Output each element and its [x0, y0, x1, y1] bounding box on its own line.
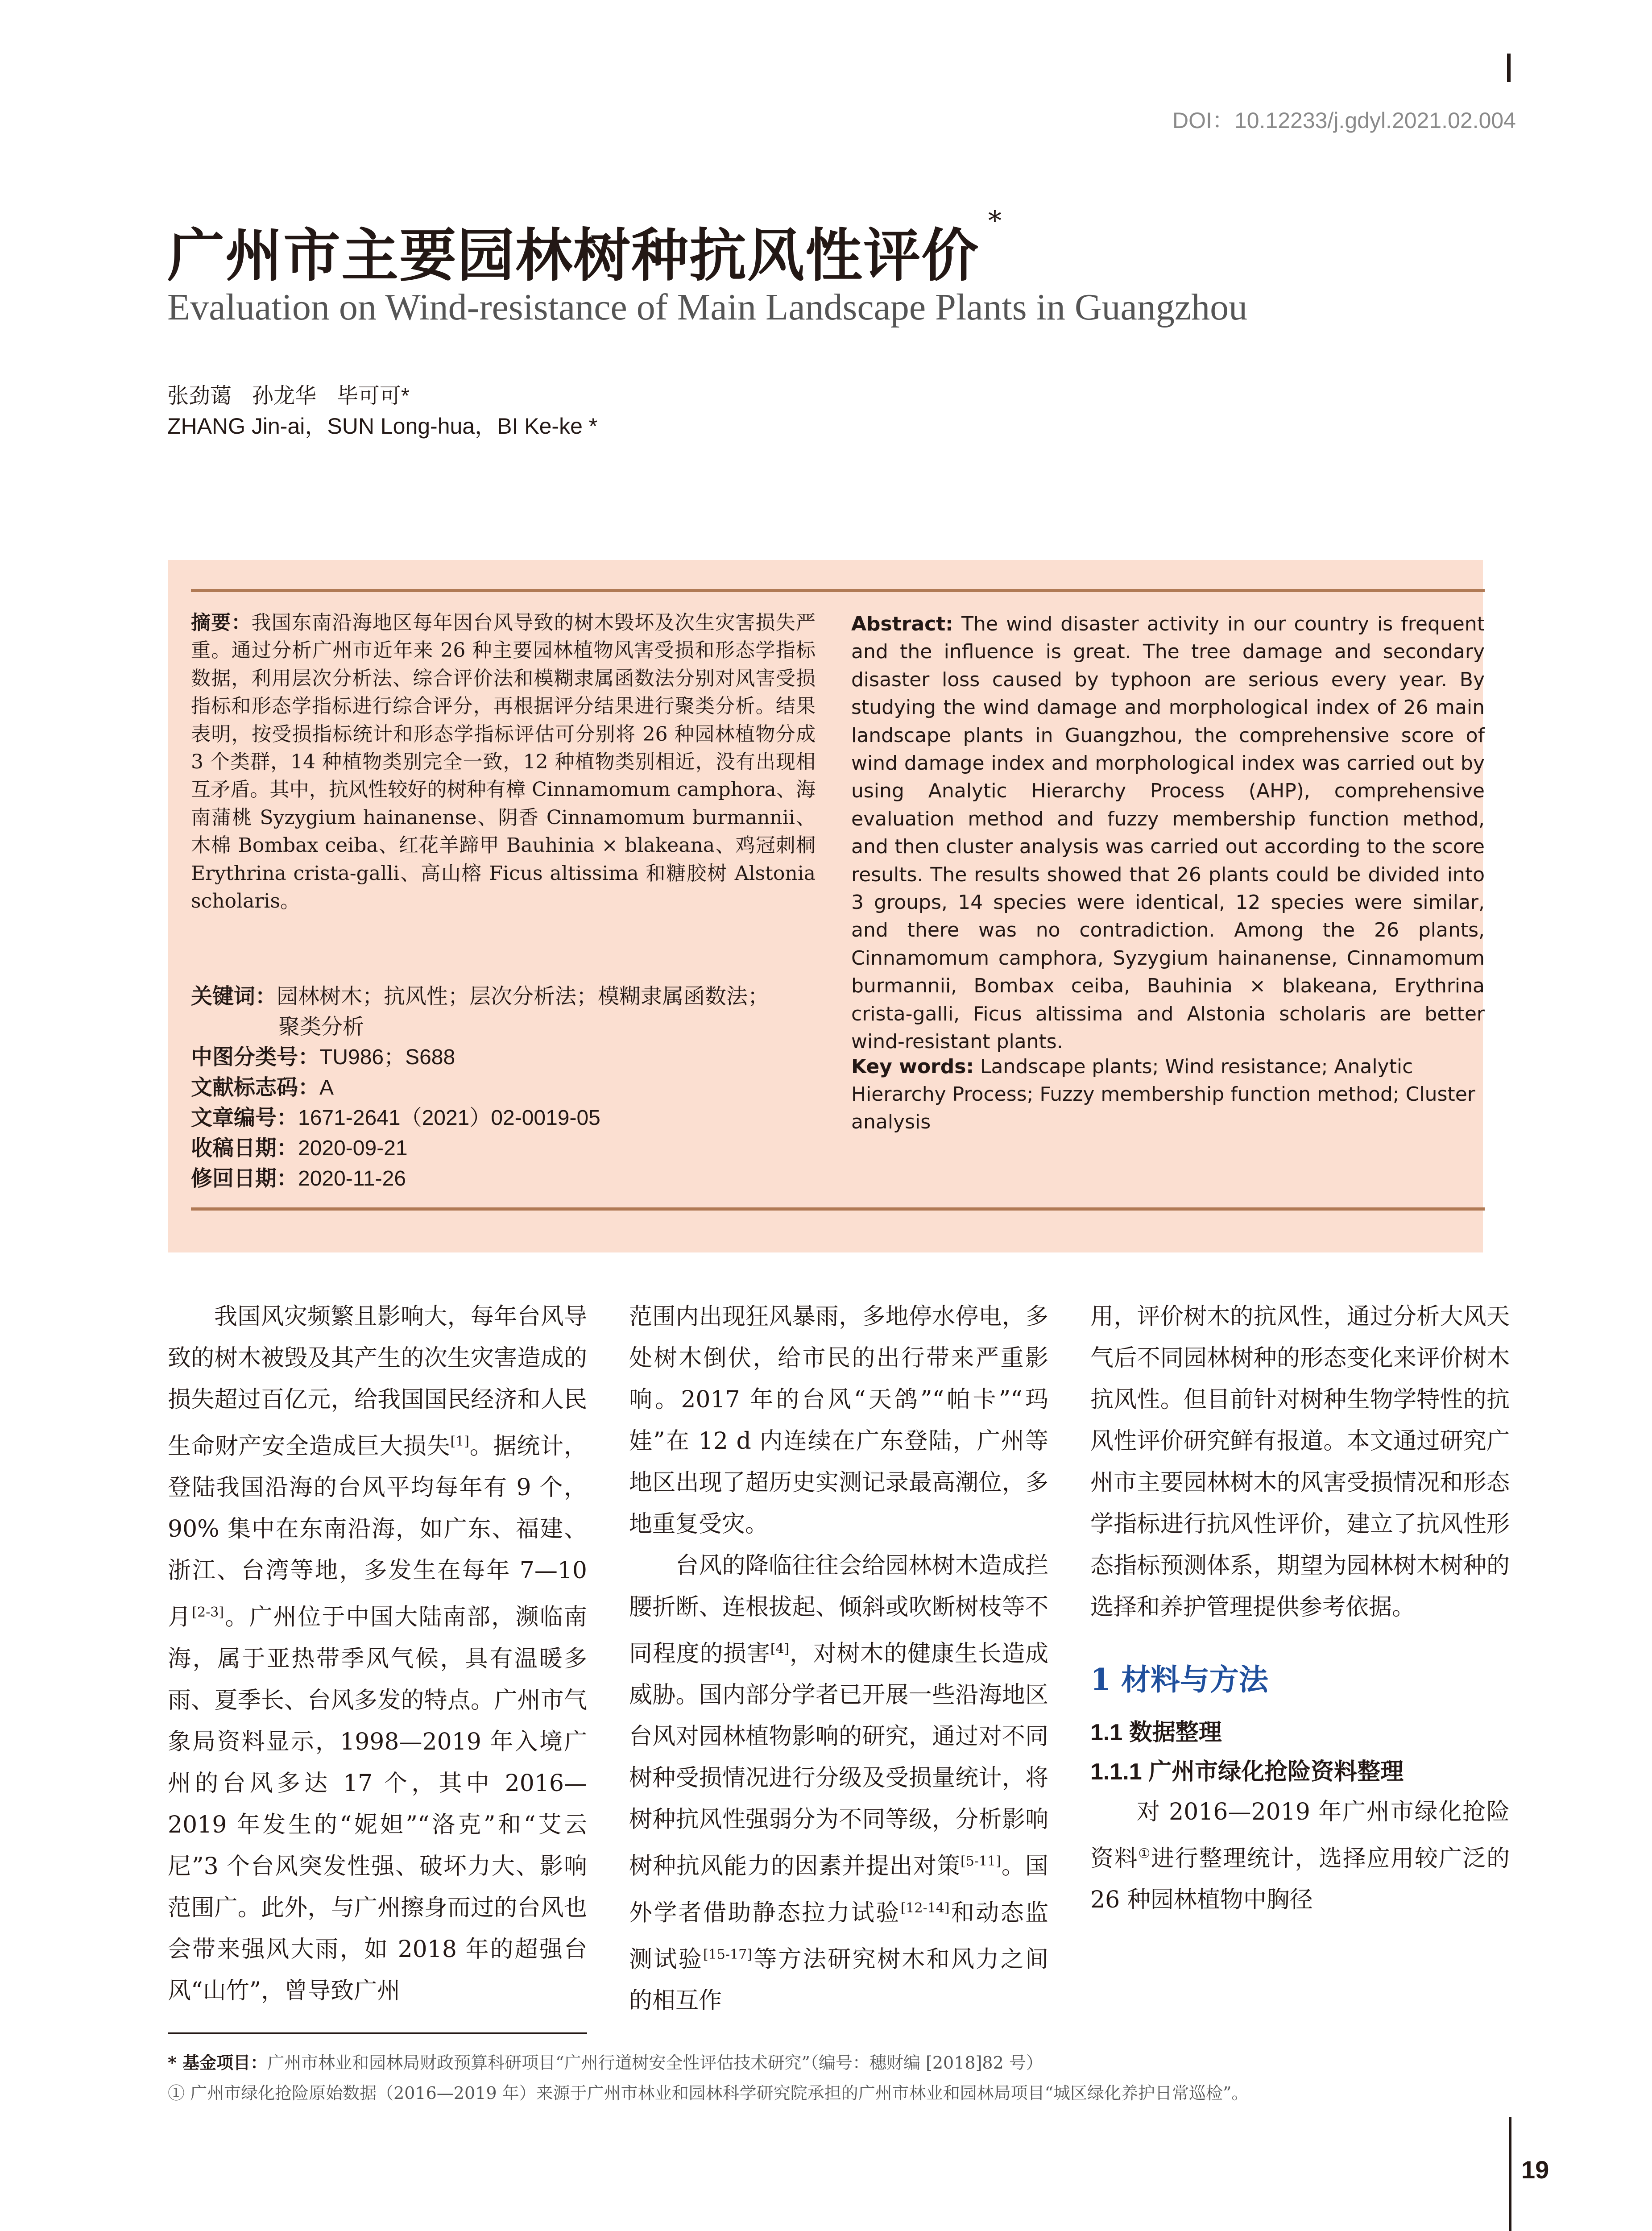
- revised-row: [191, 1164, 824, 1194]
- article-no-value: 1671-2641（2021）02-0019-05: [298, 1106, 600, 1130]
- citation: [5-11]: [961, 1854, 1001, 1870]
- clc-value: TU986；S688: [319, 1045, 455, 1069]
- citation: [1]: [450, 1434, 470, 1449]
- text-span: ，对树木的健康生长造成威胁。国内部分学者已开展一些沿海地区台风对园林植物影响的研究，通过对不同树种受损情况进行分级及受损量统计，将树种抗风性强弱分为不同等级，分析影响树种抗风能力的因素并提出对策: [629, 1640, 1048, 1880]
- author-1: 张劲蔼: [167, 384, 232, 408]
- authors-en: ZHANG Jin-ai，SUN Long-hua，BI Ke-ke *: [167, 414, 598, 439]
- keywords-en-label: Key words:: [851, 1055, 974, 1078]
- paragraph: [168, 1296, 587, 2012]
- received-row: [191, 1133, 824, 1164]
- text-span: 台风的降临往往会给园林树木造成拦腰折断、连根拔起、倾斜或吹断树枝等不同程度的损害: [629, 1552, 1048, 1667]
- abstract-en-text: The wind disaster activity in our country is frequent and the influence is great. The tree damage and secondary disaster loss caused by typhoon are serious every year. By studying the wind damage and morphological index of 26 main landscape plants in Guangzhou, the comprehensive score of wind damage index and morphological index was carried out by using Analytic Hierarchy Process (AHP), comprehensive evaluation method and fuzzy membership function method, and then cluster analysis was carried out according to the score results. The results showed that 26 plants could be divided into 3 groups, 14 species were identical, 12 species were similar, and there was no contradiction. Among the 26 plants, Cinnamomum camphora, Syzygium hainanense, Cinnamomum burmannii, Bombax ceiba, Bauhinia × blakeana, Erythrina crista-galli, Ficus altissima and Alstonia scholaris are better wind-resistant plants.: [851, 613, 1485, 1053]
- body-column-3: [1090, 1296, 1510, 1921]
- text-span: 。国外学者借助静态拉力试验: [629, 1853, 1048, 1926]
- paragraph: 用，评价树木的抗风性，通过分析大风天气后不同园林树种的形态变化来评价树木抗风性。但目前针对树种生物学特性的抗风性评价研究鲜有报道。本文通过研究广州市主要园林树木的风害受损情况和形态学指标进行抗风性评价，建立了抗风性形态指标预测体系，期望为园林树木树种的选择和养护管理提供参考依据。: [1090, 1303, 1510, 1621]
- header-rule: [1507, 54, 1511, 82]
- doc-code-value: A: [319, 1076, 334, 1099]
- keywords-row: [191, 982, 824, 1012]
- footnote-rule: [168, 2032, 587, 2034]
- text-span: 和动态监测试验: [629, 1899, 1048, 1973]
- page-number: 19: [1521, 2156, 1549, 2184]
- abstract-bottom-rule: [191, 1207, 1485, 1211]
- abstract-en-label: Abstract:: [851, 613, 953, 635]
- paragraph: 范围内出现狂风暴雨，多地停水停电，多处树木倒伏，给市民的出行带来严重影响。2017 年的台风“天鸽”“帕卡”“玛娃”在 12 d 内连续在广东登陆，广州等地区出现了超历史实测记录最高潮位，多地重复受灾。: [629, 1303, 1048, 1538]
- footnote-1: [168, 2049, 1043, 2073]
- citation: [12-14]: [900, 1900, 950, 1916]
- abstract-en: [851, 610, 1485, 1056]
- keywords-row-2: 聚类分析: [278, 1015, 364, 1039]
- page-subtitle-en: Evaluation on Wind-resistance of Main Landscape Plants in Guangzhou: [167, 286, 1248, 328]
- author-3: 毕可可*: [337, 384, 410, 408]
- article-no-label: 文章编号：: [191, 1106, 298, 1130]
- citation: [15-17]: [703, 1946, 752, 1962]
- footnote-2: ① 广州市绿化抢险原始数据（2016—2019 年）来源于广州市林业和园林科学研究院承担的广州市林业和园林局项目“城区绿化养护日常巡检”。: [168, 2083, 1249, 2103]
- footnote-text: 广州市林业和园林局财政预算科研项目“广州行道树安全性评估技术研究”（编号：穗财编 [2018]82 号）: [267, 2053, 1043, 2073]
- received-value: 2020-09-21: [298, 1136, 408, 1160]
- revised-label: 修回日期：: [191, 1167, 298, 1190]
- received-label: 收稿日期：: [191, 1136, 298, 1160]
- text-span: 。据统计，登陆我国沿海的台风平均每年有 9 个，90% 集中在东南沿海，如广东、福建、浙江、台湾等地，多发生在每年 7—10 月: [168, 1433, 587, 1631]
- page-number-rule: [1509, 2117, 1511, 2231]
- clc-row: [191, 1042, 824, 1073]
- revised-value: 2020-11-26: [298, 1167, 406, 1190]
- doc-code-label: 文献标志码：: [191, 1076, 320, 1099]
- paragraph: [1090, 1791, 1510, 1921]
- authors-cn: [167, 378, 430, 409]
- keywords-en: [851, 1053, 1485, 1136]
- keywords-text: 园林树木；抗风性；层次分析法；模糊隶属函数法；: [277, 985, 770, 1008]
- article-meta: [191, 982, 824, 1194]
- section-heading: 1 材料与方法: [1090, 1662, 1268, 1697]
- clc-label: 中图分类号：: [191, 1045, 320, 1069]
- body-column-1: [168, 1296, 587, 2012]
- page-title: [167, 205, 1003, 292]
- body-column-2: [629, 1296, 1048, 2022]
- citation: [4]: [770, 1641, 790, 1657]
- doc-code-row: [191, 1073, 824, 1103]
- article-no-row: [191, 1103, 824, 1133]
- abstract-cn-label: 摘要：: [191, 612, 252, 634]
- text-span: 对 2016—2019 年广州市绿化抢险资料: [1090, 1799, 1510, 1872]
- keywords-en-text: Landscape plants; Wind resistance; Analytic Hierarchy Process; Fuzzy membership function method; Cluster analysis: [851, 1055, 1475, 1133]
- subsection-heading: 1.1 数据整理: [1090, 1720, 1222, 1746]
- abstract-top-rule: [191, 589, 1485, 592]
- text-span: 进行整理统计，选择应用较广泛的 26 种园林植物中胸径: [1090, 1845, 1510, 1914]
- citation: [2-3]: [192, 1605, 224, 1621]
- subsubsection-heading: 1.1.1 广州市绿化抢险资料整理: [1090, 1759, 1404, 1785]
- title-cn-text: 广州市主要园林树种抗风性评价: [167, 222, 980, 289]
- text-span: 我国风灾频繁且影响大，每年台风导致的树木被毁及其产生的次生灾害造成的损失超过百亿元，给我国国民经济和人民生命财产安全造成巨大损失: [168, 1303, 587, 1460]
- text-span: 等方法研究树木和风力之间的相互作: [629, 1946, 1048, 2015]
- footnote-mark: ①: [1138, 1846, 1151, 1862]
- text-span: 。广州位于中国大陆南部，濒临南海，属于亚热带季风气候，具有温暖多雨、夏季长、台风多发的特点。广州市气象局资料显示，1998—2019 年入境广州的台风多达 17 个，其中 2016—2019 年发生的“妮妲”“洛克”和“艾云尼”3 个台风突发性强、破坏力大、影响范围广。此外，与广州擦身而过的台风也会带来强风大雨，如 2018 年的超强台风“山竹”，曾导致广州: [168, 1604, 587, 2004]
- abstract-cn-text: 我国东南沿海地区每年因台风导致的树木毁坏及次生灾害损失严重。通过分析广州市近年来 26 种主要园林植物风害受损和形态学指标数据，利用层次分析法、综合评价法和模糊隶属函数法分别对风害受损指标和形态学指标进行综合评分，再根据评分结果进行聚类分析。结果表明，按受损指标统计和形态学指标评估可分别将 26 种园林植物分成 3 个类群，14 种植物类别完全一致，12 种植物类别相近，没有出现相互矛盾。其中，抗风性较好的树种有樟 Cinnamomum camphora、海南蒲桃 Syzygium hainanense、阴香 Cinnamomum burmannii、木棉 Bombax ceiba、红花羊蹄甲 Bauhinia × blakeana、鸡冠刺桐 Erythrina crista-galli、高山榕 Ficus altissima 和糖胶树 Alstonia scholaris。: [191, 611, 816, 913]
- doi-label: DOI：10.12233/j.gdyl.2021.02.004: [1172, 108, 1516, 133]
- author-2: 孙龙华: [252, 384, 317, 408]
- title-star: *: [988, 205, 1003, 236]
- footnote-label: * 基金项目：: [168, 2053, 268, 2073]
- paragraph: [629, 1545, 1048, 2022]
- abstract-cn: [191, 609, 816, 915]
- keywords-label: 关键词：: [191, 985, 277, 1008]
